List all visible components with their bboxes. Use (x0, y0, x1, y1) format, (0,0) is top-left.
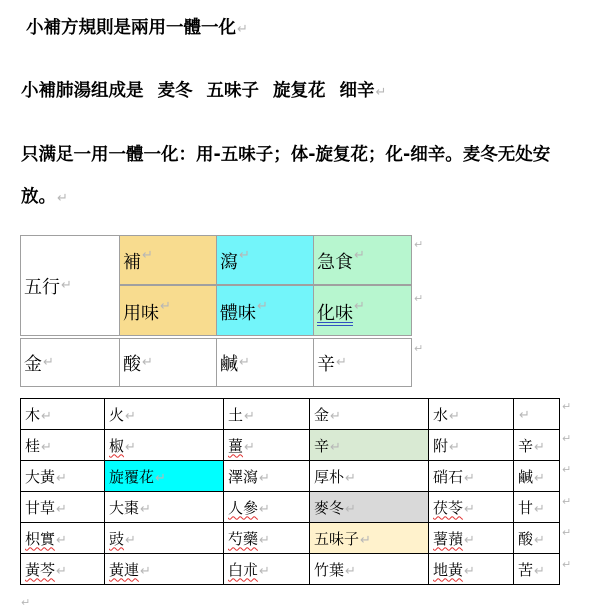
heading-text: 小補方規則是兩用一體一化 (26, 18, 236, 38)
cell-tiwei (216, 285, 314, 336)
table-cell (105, 523, 224, 554)
table-cell (105, 399, 224, 430)
pilcrow-mark: ↵ (57, 191, 68, 206)
pilcrow-mark: ↵ (354, 248, 365, 263)
pilcrow-mark: ↵ (259, 470, 270, 486)
pilcrow-mark: ↵ (237, 22, 248, 37)
pilcrow-mark: ↵ (56, 470, 67, 486)
cell-text: 厚朴 (314, 467, 345, 486)
wuxing-cell (20, 235, 120, 336)
table-row (21, 399, 560, 430)
row-end-mark: ↵ (562, 463, 572, 477)
table-cell (105, 554, 224, 585)
cell-huawei (313, 285, 412, 336)
label-huawei: 化味 (317, 303, 353, 324)
wuxing-table (20, 235, 412, 387)
herb-xixin: 细辛 (339, 81, 375, 101)
table-cell (310, 399, 429, 430)
cell-text: 澤瀉 (228, 467, 259, 486)
row-end-mark: ↵ (562, 400, 572, 413)
pilcrow-mark: ↵ (259, 563, 270, 579)
row-end-mark: ↵ (562, 558, 572, 571)
table-cell (514, 430, 560, 461)
pilcrow-mark: ↵ (61, 278, 72, 293)
cell-text: 薯蕷 (433, 529, 464, 548)
cell-text: 土 (228, 405, 244, 424)
cell-text: 五味子 (314, 529, 360, 548)
cell-text: 金 (314, 405, 330, 424)
cell-text: 附 (433, 436, 449, 455)
cell-text: 椒 (109, 436, 125, 455)
pilcrow-mark: ↵ (140, 501, 151, 517)
label-jishi: 急食 (317, 252, 353, 273)
table-cell (429, 492, 514, 523)
table-cell (105, 461, 224, 492)
cell-text: 甘 (518, 498, 534, 517)
pilcrow-mark: ↵ (534, 439, 545, 455)
cell-text: 枳實 (25, 529, 56, 548)
label-suan: 酸 (123, 353, 141, 375)
pilcrow-mark: ↵ (534, 563, 545, 579)
cell-text: 人參 (228, 498, 259, 517)
herb-xuanfuhua: 旋复花 (273, 81, 326, 101)
table-cell (224, 461, 310, 492)
pilcrow-mark: ↵ (239, 248, 250, 263)
pilcrow-mark: ↵ (330, 408, 341, 424)
cell-text: 黃連 (109, 560, 140, 579)
cell-text: 豉 (109, 529, 125, 548)
table-row (21, 554, 560, 585)
cell-text: 旋覆花 (109, 467, 155, 486)
cell-jin (20, 338, 120, 387)
table-cell (514, 554, 560, 585)
table-cell (224, 554, 310, 585)
pilcrow-mark: ↵ (336, 355, 347, 370)
pilcrow-mark: ↵ (330, 439, 341, 455)
pilcrow-mark: ↵ (464, 563, 475, 579)
note-text-1: 只满足一用一體一化：用-五味子；体-旋复花；化-细辛。麦冬无处安 (21, 145, 551, 165)
label-xin: 辛 (317, 353, 335, 375)
row-end-mark: ↵ (414, 238, 424, 251)
table-cell (224, 492, 310, 523)
cell-suan (119, 338, 217, 387)
pilcrow-mark: ↵ (125, 408, 136, 424)
cell-text: 麥冬 (314, 498, 345, 517)
table-cell (514, 399, 560, 430)
row-end-mark: ↵ (562, 431, 572, 445)
table-cell (224, 430, 310, 461)
formula-line (21, 77, 386, 102)
pilcrow-mark: ↵ (534, 470, 545, 486)
label-yongwei: 用味 (123, 303, 159, 324)
note-text-2: 放。 (21, 187, 56, 207)
cell-text: 木 (25, 405, 41, 424)
table-cell (224, 523, 310, 554)
cell-text: 茯苓 (433, 498, 464, 517)
cell-text: 黃芩 (25, 560, 56, 579)
table-cell (21, 461, 105, 492)
table-cell (514, 523, 560, 554)
herb-table (20, 398, 560, 585)
pilcrow-mark: ↵ (140, 563, 151, 579)
row-end-mark: ↵ (414, 292, 424, 305)
pilcrow-mark: ↵ (125, 532, 136, 548)
cell-xie (216, 235, 314, 285)
table-cell (21, 492, 105, 523)
cell-xin (313, 338, 412, 387)
table-cell (310, 554, 429, 585)
pilcrow-mark: ↵ (354, 299, 365, 314)
cell-text: 鹹 (518, 467, 534, 486)
table-cell (105, 492, 224, 523)
pilcrow-mark: ↵ (259, 532, 270, 548)
table-cell (21, 399, 105, 430)
table-cell (514, 461, 560, 492)
table-cell (310, 461, 429, 492)
pilcrow-mark: ↵ (375, 85, 387, 100)
label-bu: 補 (123, 252, 141, 273)
cell-xian (216, 338, 314, 387)
pilcrow-mark: ↵ (464, 470, 475, 486)
cell-text: 芍藥 (228, 529, 259, 548)
label-xie: 瀉 (220, 252, 238, 273)
herb-wuweizi: 五味子 (206, 81, 259, 101)
paragraph-end-mark: ↵ (21, 596, 31, 609)
cell-text: 地黃 (433, 560, 464, 579)
table-cell (429, 554, 514, 585)
pilcrow-mark: ↵ (534, 501, 545, 517)
table-cell (310, 492, 429, 523)
pilcrow-mark: ↵ (259, 501, 270, 517)
table-row (21, 492, 560, 523)
table-cell (429, 523, 514, 554)
table-cell (21, 554, 105, 585)
pilcrow-mark: ↵ (345, 563, 356, 579)
table-cell (429, 461, 514, 492)
cell-text: 薑 (228, 436, 244, 455)
cell-text: 水 (433, 405, 449, 424)
pilcrow-mark: ↵ (519, 408, 530, 423)
row-end-mark: ↵ (414, 342, 424, 355)
cell-text: 大黃 (25, 467, 56, 486)
pilcrow-mark: ↵ (155, 470, 166, 486)
table-cell (224, 399, 310, 430)
pilcrow-mark: ↵ (244, 439, 255, 455)
table-cell (105, 430, 224, 461)
table-cell (310, 430, 429, 461)
wuxing-label: 五行 (24, 276, 60, 298)
pilcrow-mark: ↵ (464, 532, 475, 548)
herb-maidong: 麦冬 (157, 81, 193, 101)
pilcrow-mark: ↵ (56, 563, 67, 579)
cell-jishi (313, 235, 412, 285)
table-cell (310, 523, 429, 554)
pilcrow-mark: ↵ (56, 501, 67, 517)
pilcrow-mark: ↵ (449, 408, 460, 424)
cell-text: 桂 (25, 436, 41, 455)
cell-text: 火 (109, 405, 125, 424)
pilcrow-mark: ↵ (41, 439, 52, 455)
table-cell (21, 523, 105, 554)
pilcrow-mark: ↵ (449, 439, 460, 455)
pilcrow-mark: ↵ (244, 408, 255, 424)
table-row (21, 523, 560, 554)
cell-text: 甘草 (25, 498, 56, 517)
pilcrow-mark: ↵ (239, 355, 250, 370)
pilcrow-mark: ↵ (160, 299, 171, 314)
cell-text: 酸 (518, 529, 534, 548)
pilcrow-mark: ↵ (257, 299, 268, 314)
pilcrow-mark: ↵ (125, 439, 136, 455)
table-cell (429, 430, 514, 461)
cell-text: 辛 (314, 436, 330, 455)
note-line-2 (21, 183, 68, 208)
row-end-mark: ↵ (562, 526, 572, 540)
cell-text: 辛 (518, 436, 534, 455)
cell-text: 苦 (518, 560, 534, 579)
pilcrow-mark: ↵ (345, 470, 356, 486)
table-row (21, 461, 560, 492)
cell-text: 竹葉 (314, 560, 345, 579)
table-cell (21, 430, 105, 461)
cell-text: 硝石 (433, 467, 464, 486)
table-row (21, 430, 560, 461)
label-xian: 鹹 (220, 353, 238, 375)
label-tiwei: 體味 (220, 303, 256, 324)
cell-yongwei (119, 285, 217, 336)
heading (26, 14, 248, 39)
pilcrow-mark: ↵ (41, 408, 52, 424)
table-cell (514, 492, 560, 523)
note-line-1 (21, 141, 550, 166)
pilcrow-mark: ↵ (43, 355, 54, 370)
cell-text: 大棗 (109, 498, 140, 517)
pilcrow-mark: ↵ (142, 248, 153, 263)
row-end-mark: ↵ (562, 494, 572, 508)
label-jin: 金 (24, 353, 42, 375)
table-cell (429, 399, 514, 430)
pilcrow-mark: ↵ (56, 532, 67, 548)
pilcrow-mark: ↵ (464, 501, 475, 517)
formula-prefix: 小補肺湯组成是 (21, 81, 144, 101)
cell-text: 白朮 (228, 560, 259, 579)
pilcrow-mark: ↵ (345, 501, 356, 517)
pilcrow-mark: ↵ (534, 532, 545, 548)
pilcrow-mark: ↵ (142, 355, 153, 370)
pilcrow-mark: ↵ (360, 532, 371, 548)
cell-bu (119, 235, 217, 285)
